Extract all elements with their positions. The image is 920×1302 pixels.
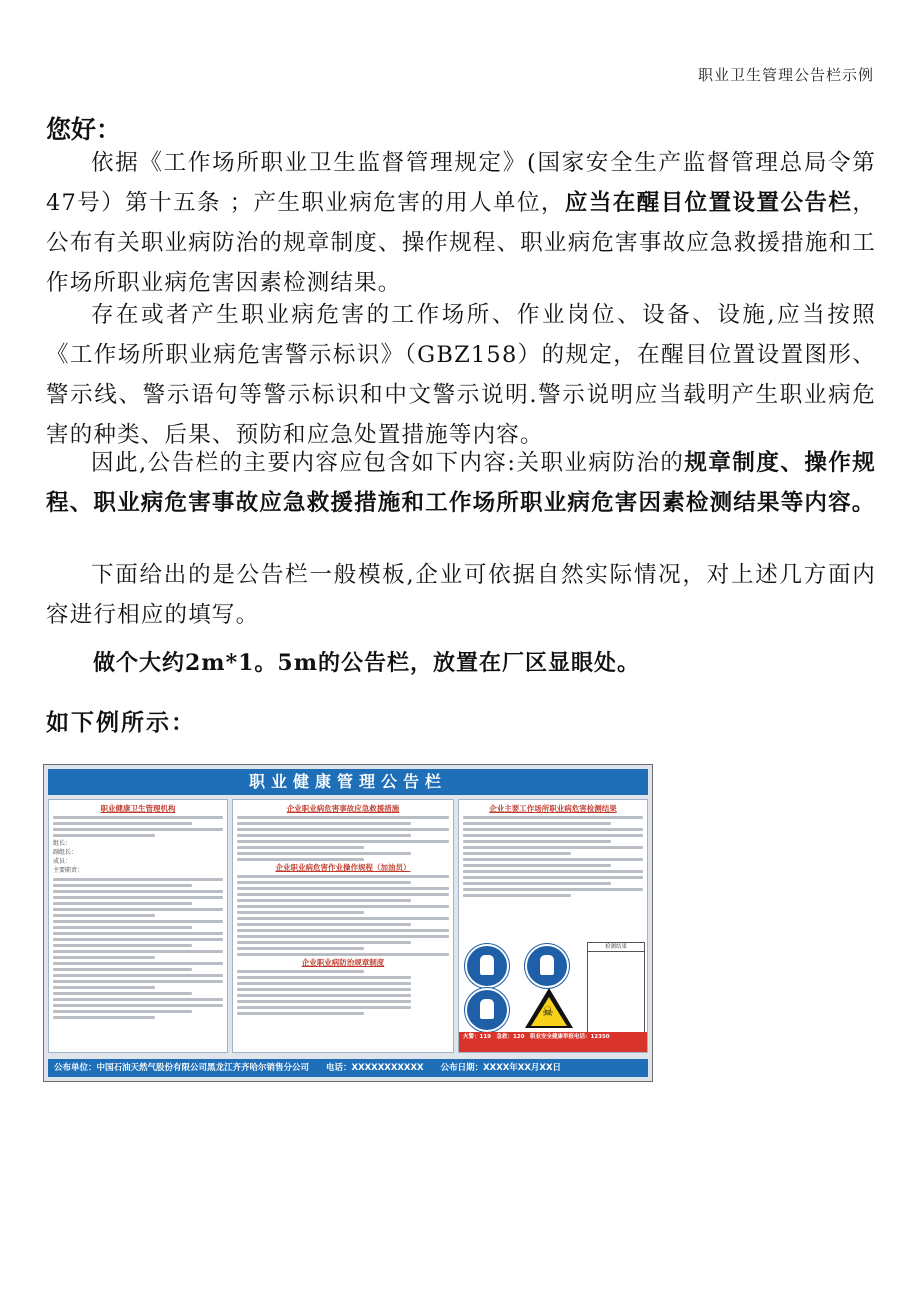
paragraph-legal-basis	[46, 143, 876, 303]
board-size-statement: 做个大约2m*1。5m的公告栏，放置在厂区显眼处。	[93, 650, 640, 676]
paragraph-template-intro: 下面给出的是公告栏一般模板,企业可依据自然实际情况，对上述几方面内容进行相应的填写。	[46, 562, 876, 628]
respirator-icon	[465, 988, 509, 1032]
skull-icon: ☠	[542, 1005, 554, 1020]
column-subtitle: 企业职业病危害作业操作规程（加油员）	[275, 863, 411, 872]
header-note: 职业卫生管理公告栏示例	[697, 66, 874, 84]
column-text: 主要职责：	[53, 867, 84, 874]
column-title: 企业职业病危害事故应急救援措施	[286, 804, 400, 813]
column-text: 副组长：	[53, 849, 78, 856]
paragraph-bold-text: 规章制度、操作规程、职业病危害事故应急救援措施和工作场所职业病危害因素检测结果等内容。	[46, 450, 876, 516]
board-column-emergency	[232, 799, 454, 1053]
paragraph-text: 因此,公告栏的主要内容应包含如下内容:关职业病防治的	[91, 450, 685, 476]
greeting: 您好：	[46, 115, 122, 144]
column-title: 企业主要工作场所职业病危害检测结果	[489, 804, 617, 813]
protective-suit-icon	[525, 944, 569, 988]
board-title: 职业健康管理公告栏	[48, 769, 648, 795]
paragraph-bold-text: 应当在醒目位置设置公告栏	[564, 190, 853, 216]
board-column-organization	[48, 799, 228, 1053]
column-text: 组长：	[53, 840, 72, 847]
gloves-icon	[465, 944, 509, 988]
result-box	[587, 942, 645, 1036]
paragraph-content-requirements	[46, 443, 876, 523]
example-label: 如下例所示：	[46, 709, 196, 736]
board-footer: 公布单位：中国石油天然气股份有限公司黑龙江齐齐哈尔销售分公司 电话：XXXXXXXXXXX 公布日期：XXXX年XX月XX日	[48, 1059, 648, 1077]
column-subtitle: 企业职业病防治规章制度	[301, 958, 385, 967]
column-text: 成员：	[53, 858, 72, 865]
paragraph-text: ，公布有关职业病防治的规章制度、操作规程、职业病危害事故应急救援措施和工作场所职业病危害因素检测结果。	[46, 190, 876, 296]
alarm-strip: 火警：119 急救：120 职业安全健康举报电话：12350	[459, 1032, 647, 1052]
result-label: 检测结果	[588, 943, 644, 952]
paragraph-warning-signs: 存在或者产生职业病危害的工作场所、作业岗位、设备、设施,应当按照《工作场所职业病危害警示标识》（GBZ158）的规定，在醒目位置设置图形、警示线、警示语句等警示标识和中文警示说明.警示说明应当载明产生职业病危害的种类、后果、预防和应急处置措施等内容。	[46, 302, 876, 448]
board-column-test-results	[458, 799, 648, 1053]
bulletin-board-image	[43, 764, 653, 1082]
ppe-icons	[463, 942, 583, 1032]
column-title: 职业健康卫生管理机构	[100, 804, 176, 813]
paragraph-text: 依据《工作场所职业卫生监督管理规定》(国家安全生产监督管理总局令第47号）第十五条 ；产生职业病危害的用人单位，	[46, 150, 876, 216]
